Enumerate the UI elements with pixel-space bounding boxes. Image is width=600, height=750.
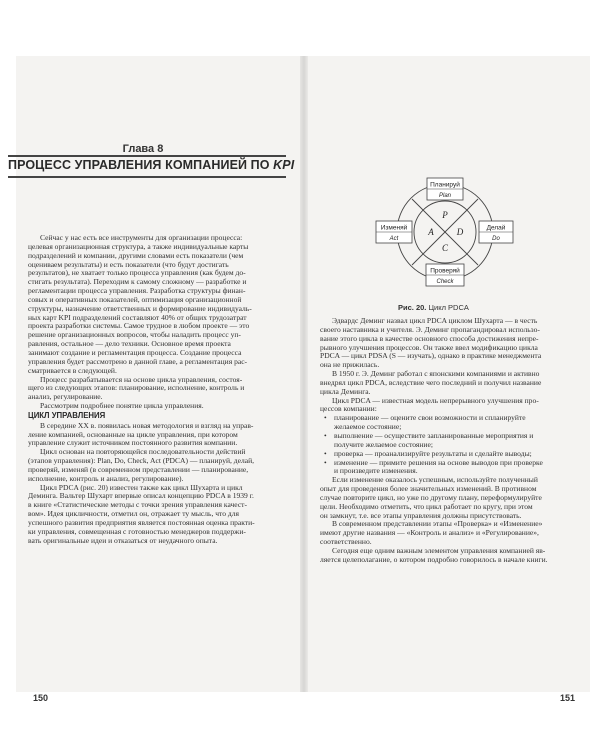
letter-c: C (441, 243, 449, 253)
text-line: Цикл PDCA — известная модель непрерывного улучшения про- (332, 396, 539, 405)
text-line: проекта разработки системы. Самое трудное в любом проекте — это (28, 322, 250, 331)
book-gutter (300, 56, 308, 692)
chapter-rule-bottom (8, 176, 286, 178)
plan-label-en: Plan (438, 193, 452, 199)
text-line: равления, остальное — дело техники. Основное время проекта (28, 340, 231, 349)
text-line: цели. Необходимо отметить, что цикл работает по кругу, при этом (320, 502, 533, 511)
text-line: ных карт KPI подразделений составляют 40% от общих трудозатрат (28, 313, 247, 322)
figure-caption-number: Рис. 20. (398, 303, 427, 312)
bullet-item (320, 414, 578, 423)
text-line: оцениваем результаты) и есть показатели (что будут достигать (28, 260, 229, 269)
text-line: вать оригинальные идеи и отказаться от неудачного опыта. (28, 536, 218, 545)
bullet-dot: • (324, 458, 327, 467)
chapter-rule-top (8, 155, 286, 157)
text-line: случае повторите цикл, но уже по другому плану, переформулируйте (320, 493, 542, 502)
bullet-text: проверка — проанализируйте результаты и сделайте выводы; (334, 449, 532, 458)
text-line: ление компанией, основанные на цикле управления, при котором (28, 430, 238, 439)
text-line: В середине XX в. появилась новая методология и взгляд на управ- (40, 421, 254, 430)
text-line: Процесс разрабатывается на основе цикла управления, состоя- (40, 375, 243, 384)
letter-a: A (428, 227, 434, 237)
text-line: вом». Идея цикличности, отметил он, отражает ту мысль, что для (28, 510, 239, 519)
text-line: сматривается в следующей. (28, 366, 117, 375)
do-label-ru: Делай (486, 224, 506, 232)
cycle-divider-6 (467, 254, 478, 265)
bullet-text: выполнение — осуществите запланированные мероприятия и (334, 431, 534, 440)
text-line: совых и оперативных показателей, оптимизация организационной (28, 295, 242, 304)
text-line: и произведите изменения. (334, 467, 418, 476)
text-line: ляется целеполагание, о котором подробно говорилось в начале книги. (320, 555, 548, 564)
cycle-divider-5 (412, 254, 423, 265)
text-line: своего наставника и учителя. Э. Деминг пропагандировал использо- (320, 325, 540, 334)
bullet-dot: • (324, 414, 327, 423)
text-line: В 1950 г. Э. Деминг работал с японскими компаниями и активно (332, 370, 540, 379)
text-line: вание этого цикла в качестве основного способа достижения непре- (320, 334, 539, 343)
bullet-item (320, 450, 578, 459)
text-line: опыт для проведения более значительных изменений. В противном (320, 485, 537, 494)
bullet-item (320, 459, 578, 468)
text-line: получите желаемое состояние; (334, 440, 433, 449)
text-line: регламентации процесса управления. Разработка структуры финан- (28, 287, 246, 296)
text-line: она не прижилась. (320, 361, 380, 370)
text-line: успешного развития предприятия является постоянная оценка практи- (28, 519, 255, 527)
text-line: PDCA — цикл PDSA (S — изучать), однако в практике менеджмента (320, 352, 542, 361)
text-line: целевая организационная структура, а также индивидуальные карты (28, 242, 249, 251)
text-line: проверяй, изменяй (в современном представлении — планирование, (28, 465, 249, 474)
text-line: исполнение, контроль и анализ, регулирование). (28, 474, 184, 483)
text-line: (этапов управления): Plan, Do, Check, Act (PDCA) — планируй, делай, (28, 457, 255, 466)
text-line: Сегодня еще одним важным элементом управления компанией яв- (332, 546, 546, 555)
bullet-dot: • (324, 449, 327, 458)
text-line: желаемое состояние; (334, 423, 402, 432)
left-page-body (28, 234, 284, 546)
text-line: В современном представлении этапы «Проверка» и «Изменение» (332, 520, 543, 529)
chapter-title (8, 158, 295, 172)
text-line: внедрял цикл PDCA, вследствие чего последний и получил название (320, 378, 542, 387)
check-box (426, 264, 464, 286)
bullet-item (320, 432, 578, 441)
right-page-body (320, 317, 578, 565)
text-line: занимают создание и регламентация процесса. Создание процесса (28, 348, 242, 357)
text-line: Деминга. Вальтер Шухарт впервые описал концепцию PDCA в 1939 г. (28, 492, 254, 501)
text-line: Рассмотрим подробнее понятие цикла управления. (40, 402, 204, 411)
chapter-label: Глава 8 (122, 143, 164, 155)
text-line: управления будет рассмотрено в данной главе, а регламентация рас- (28, 357, 248, 366)
letter-p: P (442, 210, 448, 220)
text-line: ки управления, совмещенная с готовностью менеджеров поддержи- (28, 527, 246, 536)
page-number-left: 150 (33, 693, 49, 703)
figure-caption-text: Цикл PDCA (426, 303, 469, 312)
section-heading: ЦИКЛ УПРАВЛЕНИЯ (28, 410, 106, 420)
text-line: Цикл PDCA (рис. 20) известен также как цикл Шухарта и цикл (40, 483, 243, 492)
cycle-divider-4 (467, 199, 478, 210)
text-line: структуры, назначение ответственных и формирование индивидуаль- (28, 304, 252, 313)
text-line: щего из следующих этапов: планирование, исполнение, контроль и (28, 384, 245, 393)
text-line: подразделений и компании, другими словами есть показатели (чем (28, 251, 244, 260)
text-line: имеют другие названия — «Контроль и анализ» и «Регулирование», (320, 529, 539, 538)
check-label-ru: Проверяй (430, 267, 460, 275)
act-label-en: Act (389, 236, 399, 242)
bullet-dot: • (324, 431, 327, 440)
text-line: цессов компании: (320, 405, 377, 414)
chapter-title-main: ПРОЦЕСС УПРАВЛЕНИЯ КОМПАНИЕЙ ПО (8, 158, 274, 172)
bullet-text: планирование — оцените свои возможности и спланируйте (334, 414, 526, 423)
act-box (376, 221, 412, 243)
text-line: решение организационных вопросов, чтобы наладить процесс уп- (28, 331, 241, 340)
text-line: управление служит источником постоянного развития компании. (28, 439, 238, 448)
text-line: в книге «Статистические методы с точки зрения управления качест- (28, 501, 247, 510)
text-line: Если изменение оказалось успешным, используйте полученный (332, 476, 538, 485)
text-line: Сейчас у нас есть все инструменты для организации процесса: (40, 234, 243, 242)
text-line: стигать результата). Переходим к самому сложному — разработке и (28, 278, 247, 287)
letter-d: D (456, 227, 464, 237)
cycle-divider-3 (412, 199, 423, 210)
plan-box (427, 178, 463, 200)
text-line: он замкнут, т.е. все этапы управления должны присутствовать. (320, 511, 522, 520)
bullet-text: изменение — примите решения на основе выводов при проверке (334, 458, 543, 467)
act-label-ru: Изменяй (380, 224, 408, 232)
text-line: результатов), не хватает только процесса управления (как будем до- (28, 269, 246, 278)
plan-label-ru: Планируй (430, 181, 460, 189)
text-line: Цикл основан на повторяющейся последовательности действий (40, 448, 246, 457)
text-line: соответственно. (320, 538, 372, 547)
check-label-en: Check (436, 279, 454, 285)
text-line: анализ, регулирование. (28, 393, 103, 402)
text-line: рывного улучшения процессов. Он также ввел модификацию цикла (320, 343, 538, 352)
figure-caption (398, 303, 558, 312)
chapter-title-kpi: KPI (273, 158, 295, 172)
pdca-cycle-diagram (370, 172, 520, 292)
text-line: Эдвардс Деминг назвал цикл PDCA циклом Шухарта — в честь (332, 317, 538, 325)
do-box (479, 221, 513, 243)
text-line: цикла Деминга. (320, 387, 371, 396)
do-label-en: Do (492, 236, 500, 242)
page-number-right: 151 (560, 693, 576, 703)
